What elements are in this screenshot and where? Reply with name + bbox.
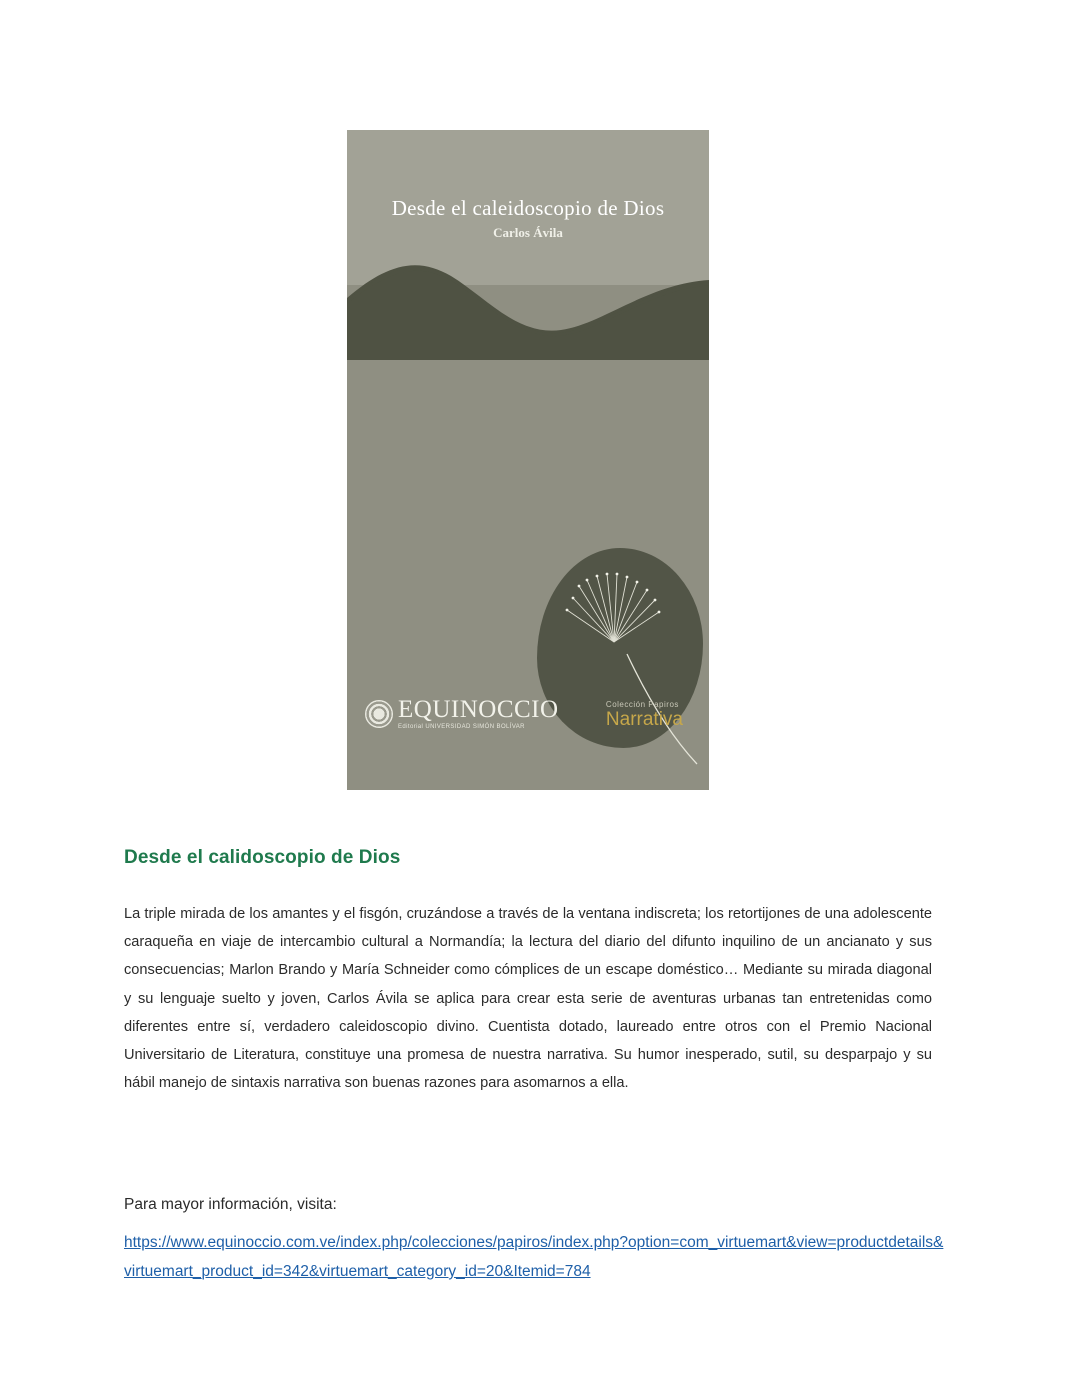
collection-name-text: Narrativa (605, 709, 683, 731)
collection-small-text: Colección Papiros (605, 699, 679, 709)
page-title: Desde el calidoscopio de Dios (124, 847, 401, 868)
book-cover (347, 130, 709, 790)
publisher-mark-icon (365, 700, 393, 728)
cover-title: Desde el caleidoscopio de Dios (391, 196, 665, 220)
more-info-label: Para mayor información, visita: (124, 1196, 337, 1213)
product-link[interactable] (124, 1228, 944, 1286)
book-cover-image (347, 130, 709, 790)
publisher-text (398, 697, 559, 730)
synopsis-paragraph: La triple mirada de los amantes y el fisgón, cruzándose a través de la ventana indiscreta; los retortijones de una adolescente caraqueña en viaje de intercambio cultural a Normandía; la lectura del diario del difunto inquilino de un ancianato y sus consecuencias; Marlon Brando y María Schneider como cómplices de un escape doméstico… Mediante su mirada diagonal y su lenguaje suelto y joven, Carlos Ávila se aplica para crear esta serie de aventuras urbanas tan entretenidas como diferentes entre sí, verdadero caleidoscopio divino. Cuentista dotado, laureado entre otros con el Premio Nacional Universitario de Literatura, constituye una promesa de nuestra narrativa. Su humor inesperado, sutil, su desparpajo y su hábil manejo de sintaxis narrativa son buenas razones para asomarnos a ella. (124, 906, 932, 1092)
cover-wave-graphic (347, 250, 709, 360)
publisher-logo (365, 697, 559, 730)
cover-collection-label (606, 701, 683, 730)
cover-author: Carlos Ávila (493, 225, 563, 240)
publisher-subtitle: Editorial UNIVERSIDAD SIMÓN BOLÍVAR (398, 724, 525, 730)
publisher-name: EQUINOCCIO (398, 696, 559, 723)
product-link-anchor[interactable]: https://www.equinoccio.com.ve/index.php/colecciones/papiros/index.php?option=com_virtuemart&view=productdetails&virtuemart_product_id=342&virtuemart_category_id=20&Itemid=784 (124, 1234, 944, 1280)
